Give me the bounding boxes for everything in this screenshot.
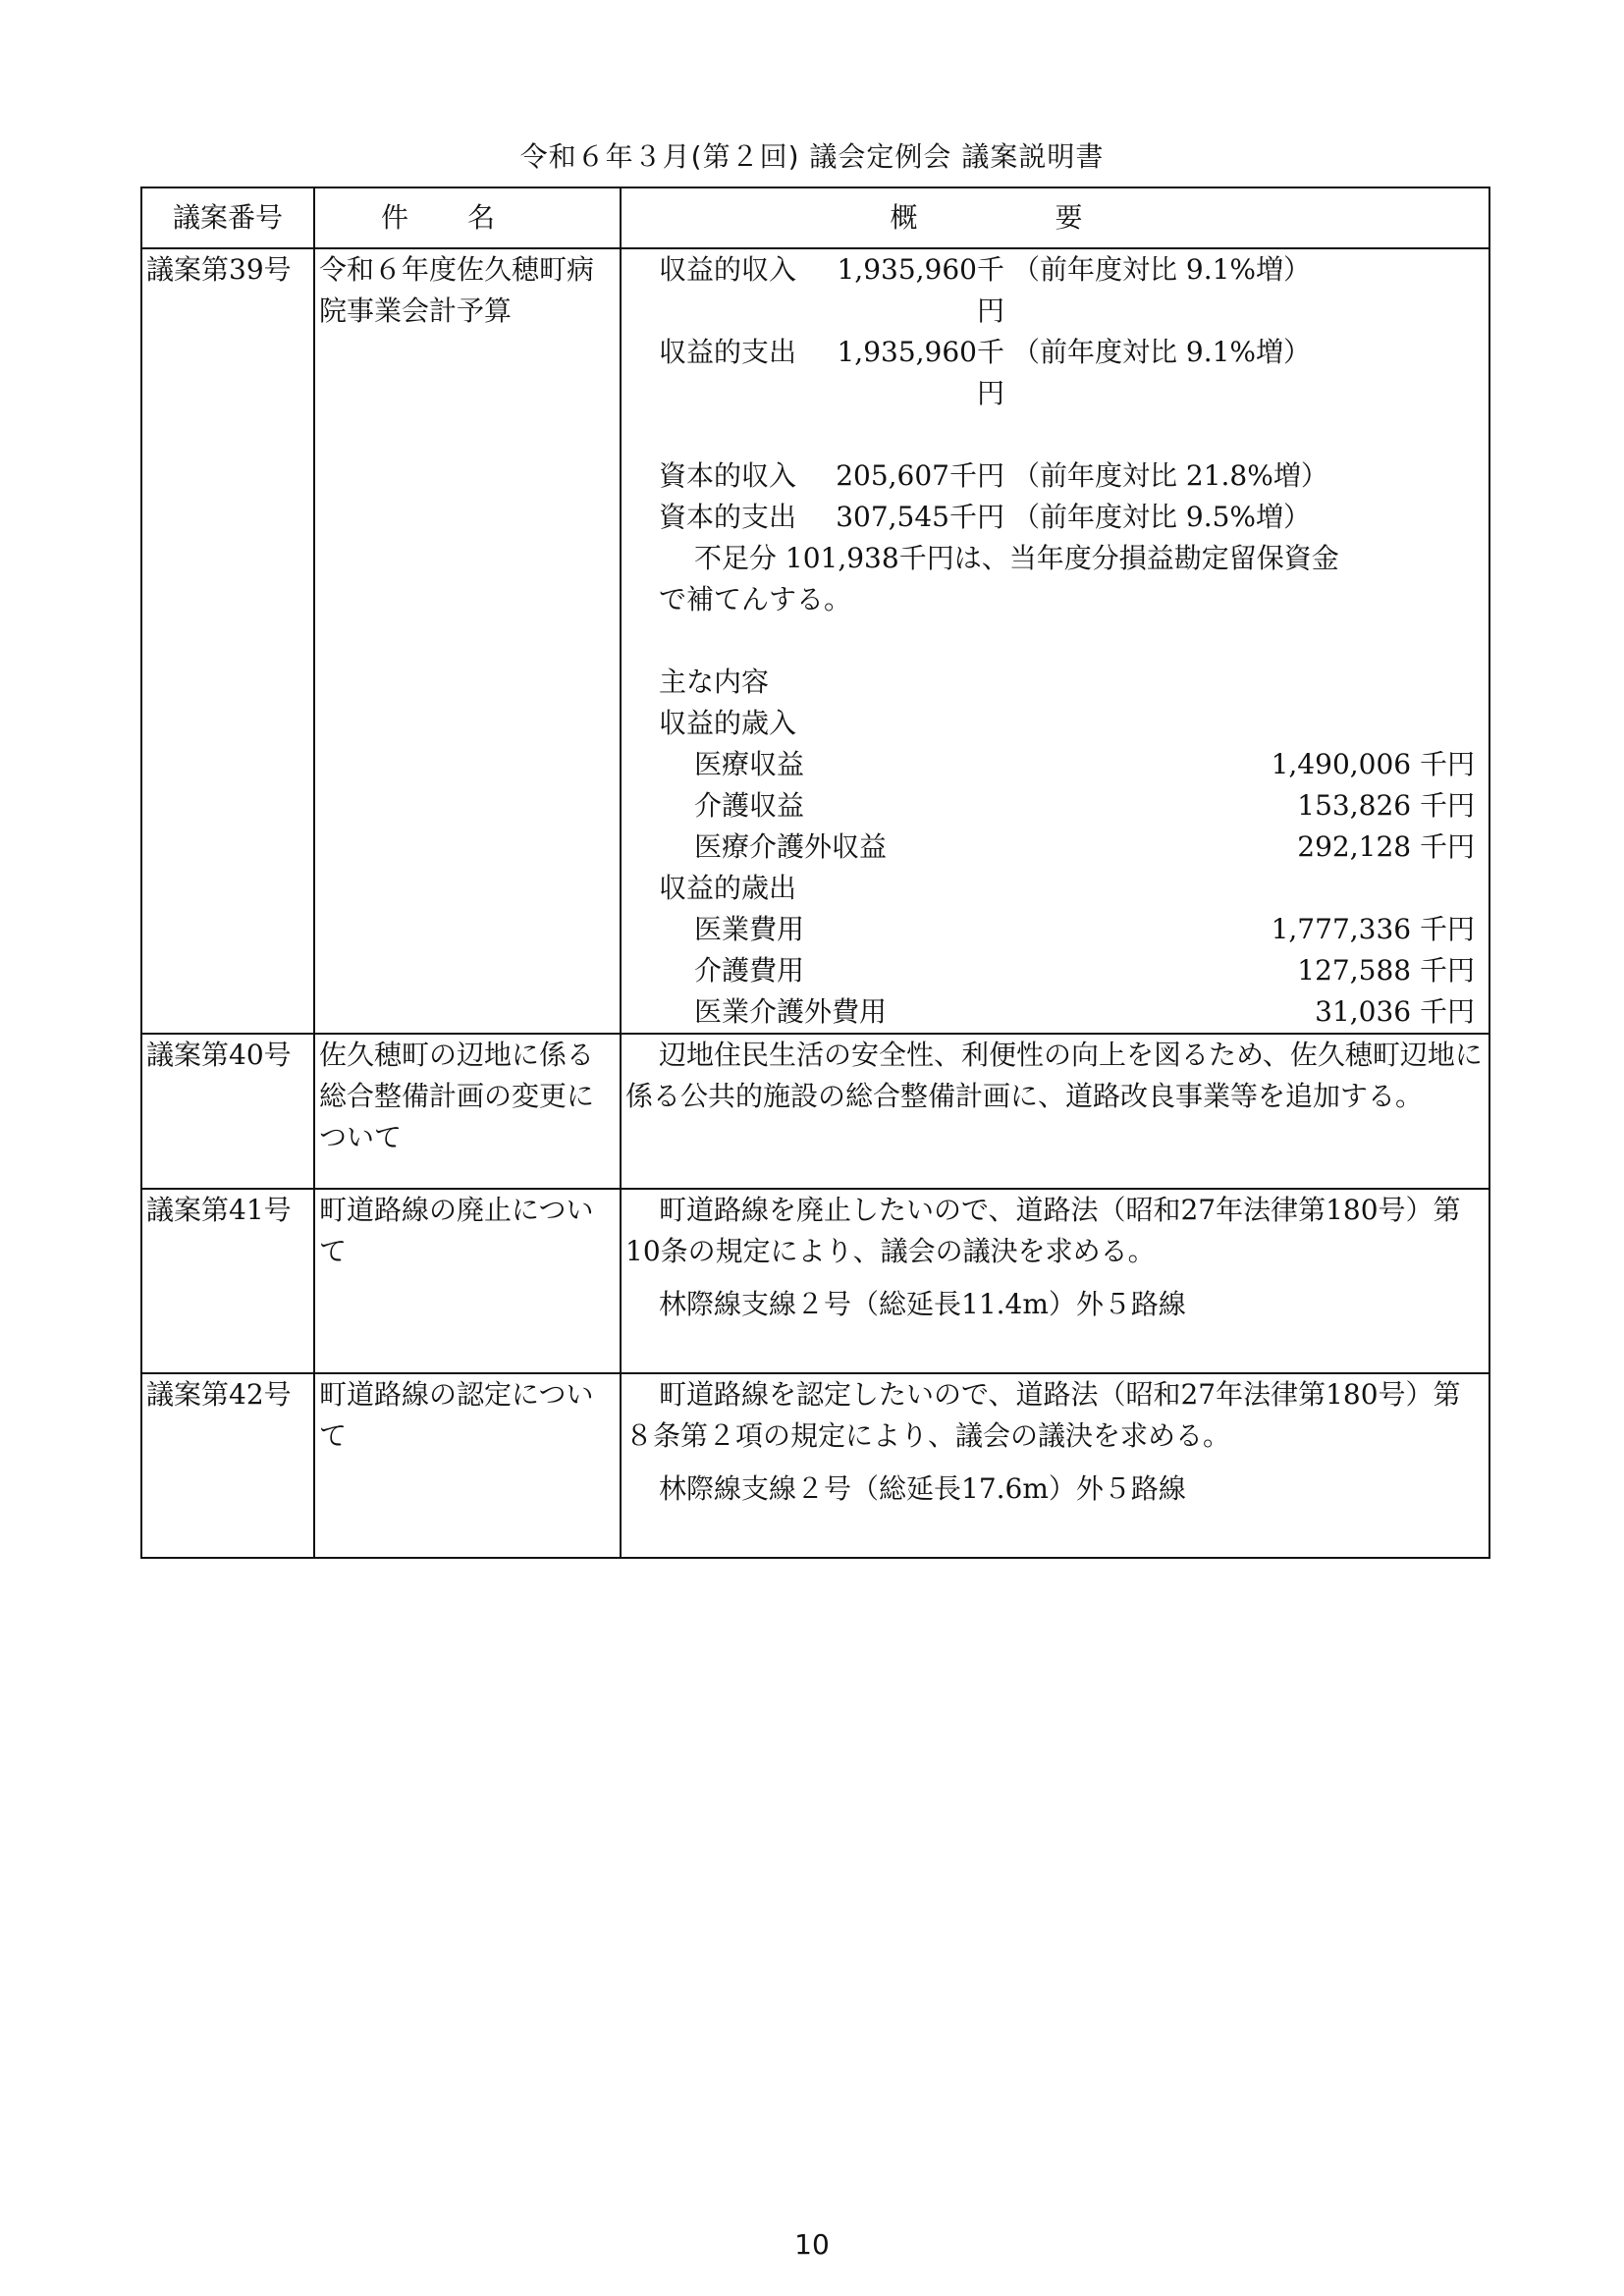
table-header-row bbox=[141, 187, 1489, 248]
table-row bbox=[141, 1189, 1489, 1373]
expense-section-label: 収益的歳出 bbox=[659, 872, 797, 904]
bill-number: 議案第41号 bbox=[141, 1189, 314, 1373]
bill-number: 議案第39号 bbox=[141, 248, 314, 1034]
bill-summary-text: 町道路線を認定したいので、道路法（昭和27年法律第180号）第８条第２項の規定により、議会の議決を求める。 bbox=[625, 1378, 1461, 1452]
shortfall-text-line2: で補てんする。 bbox=[659, 583, 852, 615]
bill-name: 令和６年度佐久穂町病院事業会計予算 bbox=[314, 248, 621, 1034]
header-number: 議案番号 bbox=[141, 187, 314, 248]
document-title: 令和６年３月(第２回) 議会定例会 議案説明書 bbox=[519, 140, 1105, 173]
revenue-item: 介護収益 153,826 千円 bbox=[694, 789, 1475, 822]
bill-number: 議案第42号 bbox=[141, 1373, 314, 1558]
bill-detail-text: 林際線支線２号（総延長11.4m）外５路線 bbox=[659, 1288, 1186, 1320]
bill-table bbox=[140, 187, 1490, 1559]
revenue-income-line: 収益的収入 1,935,960千円 （前年度対比 9.1%増） bbox=[659, 253, 1312, 327]
bill-summary bbox=[621, 1189, 1489, 1373]
capital-expense-line: 資本的支出 307,545千円 （前年度対比 9.5%増） bbox=[659, 501, 1312, 533]
table-row bbox=[141, 248, 1489, 1034]
bill-number: 議案第40号 bbox=[141, 1034, 314, 1189]
revenue-item: 医療介護外収益 292,128 千円 bbox=[694, 830, 1475, 863]
bill-name: 町道路線の廃止について bbox=[314, 1189, 621, 1373]
shortfall-text-line1: 不足分 101,938千円は、当年度分損益勘定留保資金 bbox=[694, 542, 1339, 574]
page-number: 10 bbox=[794, 2228, 830, 2261]
table-row bbox=[141, 1373, 1489, 1558]
bill-summary-text: 辺地住民生活の安全性、利便性の向上を図るため、佐久穂町辺地に係る公共的施設の総合整備計画に、道路改良事業等を追加する。 bbox=[625, 1039, 1483, 1112]
bill-summary bbox=[621, 1034, 1489, 1189]
bill-summary-text: 町道路線を廃止したいので、道路法（昭和27年法律第180号）第10条の規定により、議会の議決を求める。 bbox=[625, 1194, 1461, 1267]
bill-name: 町道路線の認定について bbox=[314, 1373, 621, 1558]
revenue-section-label: 収益的歳入 bbox=[659, 707, 797, 739]
expense-item: 介護費用 127,588 千円 bbox=[694, 954, 1475, 987]
bill-summary bbox=[621, 1373, 1489, 1558]
table-row bbox=[141, 1034, 1489, 1189]
expense-item: 医業介護外費用 31,036 千円 bbox=[694, 995, 1475, 1028]
capital-income-line: 資本的収入 205,607千円 （前年度対比 21.8%増） bbox=[659, 459, 1328, 492]
revenue-item: 医療収益 1,490,006 千円 bbox=[694, 748, 1475, 780]
header-summary: 概要 bbox=[621, 187, 1489, 248]
header-name: 件名 bbox=[314, 187, 621, 248]
bill-name: 佐久穂町の辺地に係る総合整備計画の変更について bbox=[314, 1034, 621, 1189]
bill-detail-text: 林際線支線２号（総延長17.6m）外５路線 bbox=[659, 1472, 1186, 1505]
expense-item: 医業費用 1,777,336 千円 bbox=[694, 913, 1475, 945]
revenue-expense-line: 収益的支出 1,935,960千円 （前年度対比 9.1%増） bbox=[659, 336, 1312, 409]
bill-summary bbox=[621, 248, 1489, 1034]
main-content-label: 主な内容 bbox=[659, 666, 770, 698]
